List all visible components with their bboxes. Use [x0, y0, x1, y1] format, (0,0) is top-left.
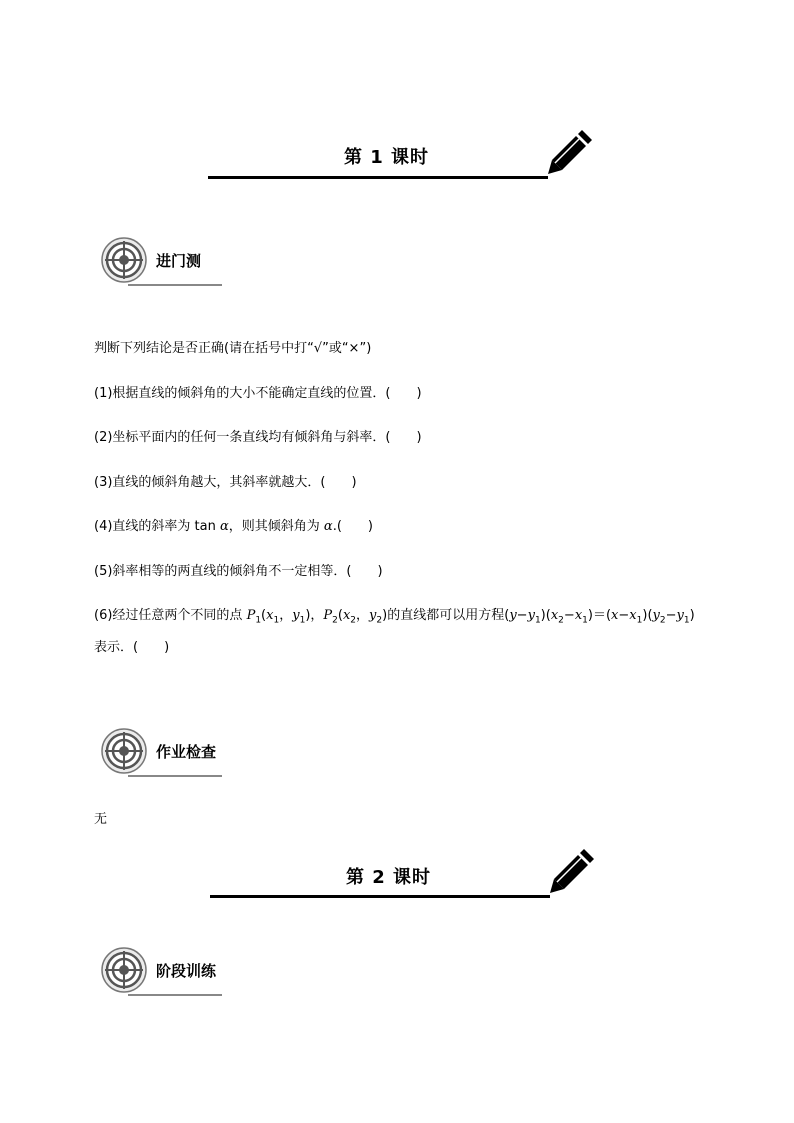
question-5: (5)斜率相等的两直线的倾斜角不一定相等．( )	[94, 564, 383, 579]
question-6-line-2: 表示．( )	[94, 640, 170, 655]
section-jinmen	[100, 236, 230, 292]
q6-mid-text: 的直线都可以用方程	[387, 608, 505, 623]
q4-alpha-2: α	[323, 519, 333, 534]
section-zuoye-underline	[128, 775, 222, 777]
q6-sub: 1	[273, 615, 280, 626]
q6-sub: 1	[299, 615, 306, 626]
lesson-2-divider	[210, 895, 550, 898]
pencil-icon	[544, 849, 596, 899]
q6-var: y	[676, 608, 684, 623]
q4-middle: ，则其倾斜角为	[228, 519, 324, 534]
lesson-2-title: 第 2 课时	[346, 867, 432, 888]
q6-var: y	[509, 608, 517, 623]
q6-sub: 2	[350, 615, 357, 626]
q6-sub: 2	[376, 615, 383, 626]
q6-sub: 2	[332, 615, 338, 626]
q6-var: x	[266, 608, 274, 623]
section-jinmen-underline	[128, 284, 222, 286]
question-3: (3)直线的倾斜角越大，其斜率就越大．( )	[94, 475, 357, 490]
lesson-1-title: 第 1 课时	[344, 147, 430, 168]
q6-sub: 1	[255, 615, 262, 626]
q6-sub: 2	[558, 615, 564, 626]
section-jieduan-underline	[128, 994, 222, 996]
question-2: (2)坐标平面内的任何一条直线均有倾斜角与斜率．( )	[94, 430, 422, 445]
intro-text: 判断下列结论是否正确(请在括号中打“√”或“×”)	[94, 341, 372, 356]
q6-var: y	[652, 608, 660, 623]
q6-prefix: (6)经过任意两个不同的点	[94, 608, 247, 623]
lesson-1-divider	[208, 176, 548, 179]
q6-var: y	[292, 608, 300, 623]
q6-var: P	[246, 608, 256, 623]
section-zuoye-label: 作业检查	[156, 743, 217, 761]
q4-suffix: .( )	[332, 519, 373, 534]
q6-sub: 1	[582, 615, 588, 626]
target-icon	[100, 727, 148, 775]
target-icon	[100, 946, 148, 994]
pencil-icon	[542, 130, 594, 180]
q6-var: x	[574, 608, 583, 623]
section-jieduan	[100, 946, 230, 1002]
q6-sub: 1	[683, 615, 690, 626]
q6-var: x	[629, 608, 637, 623]
q6-var: y	[369, 608, 377, 623]
q6-var: x	[611, 608, 619, 623]
q4-alpha: α	[219, 519, 229, 534]
q6-sub: 1	[534, 615, 541, 626]
section-jinmen-label: 进门测	[156, 252, 202, 270]
section-jieduan-label: 阶段训练	[156, 962, 217, 980]
q6-sub: 1	[636, 615, 643, 626]
zuoye-content: 无	[94, 812, 108, 827]
question-6: (6)经过任意两个不同的点 $P_1(x_1$，$y_1$)，$P_2(x_2$，$y_2$)的直线都可以用方程$(y-y_1)(x_2-x_1)=(x-x_1)(y_2-y_1)$	[94, 608, 695, 626]
q6-var: P	[323, 608, 333, 623]
q6-var: y	[527, 608, 535, 623]
target-icon	[100, 236, 148, 284]
question-1: (1)根据直线的倾斜角的大小不能确定直线的位置．( )	[94, 386, 422, 401]
question-4	[94, 515, 373, 534]
q4-prefix: (4)直线的斜率为 tan	[94, 519, 220, 534]
q6-var: x	[550, 608, 559, 623]
section-zuoye	[100, 727, 230, 783]
q6-sub: 2	[659, 615, 666, 626]
q6-var: x	[342, 608, 351, 623]
